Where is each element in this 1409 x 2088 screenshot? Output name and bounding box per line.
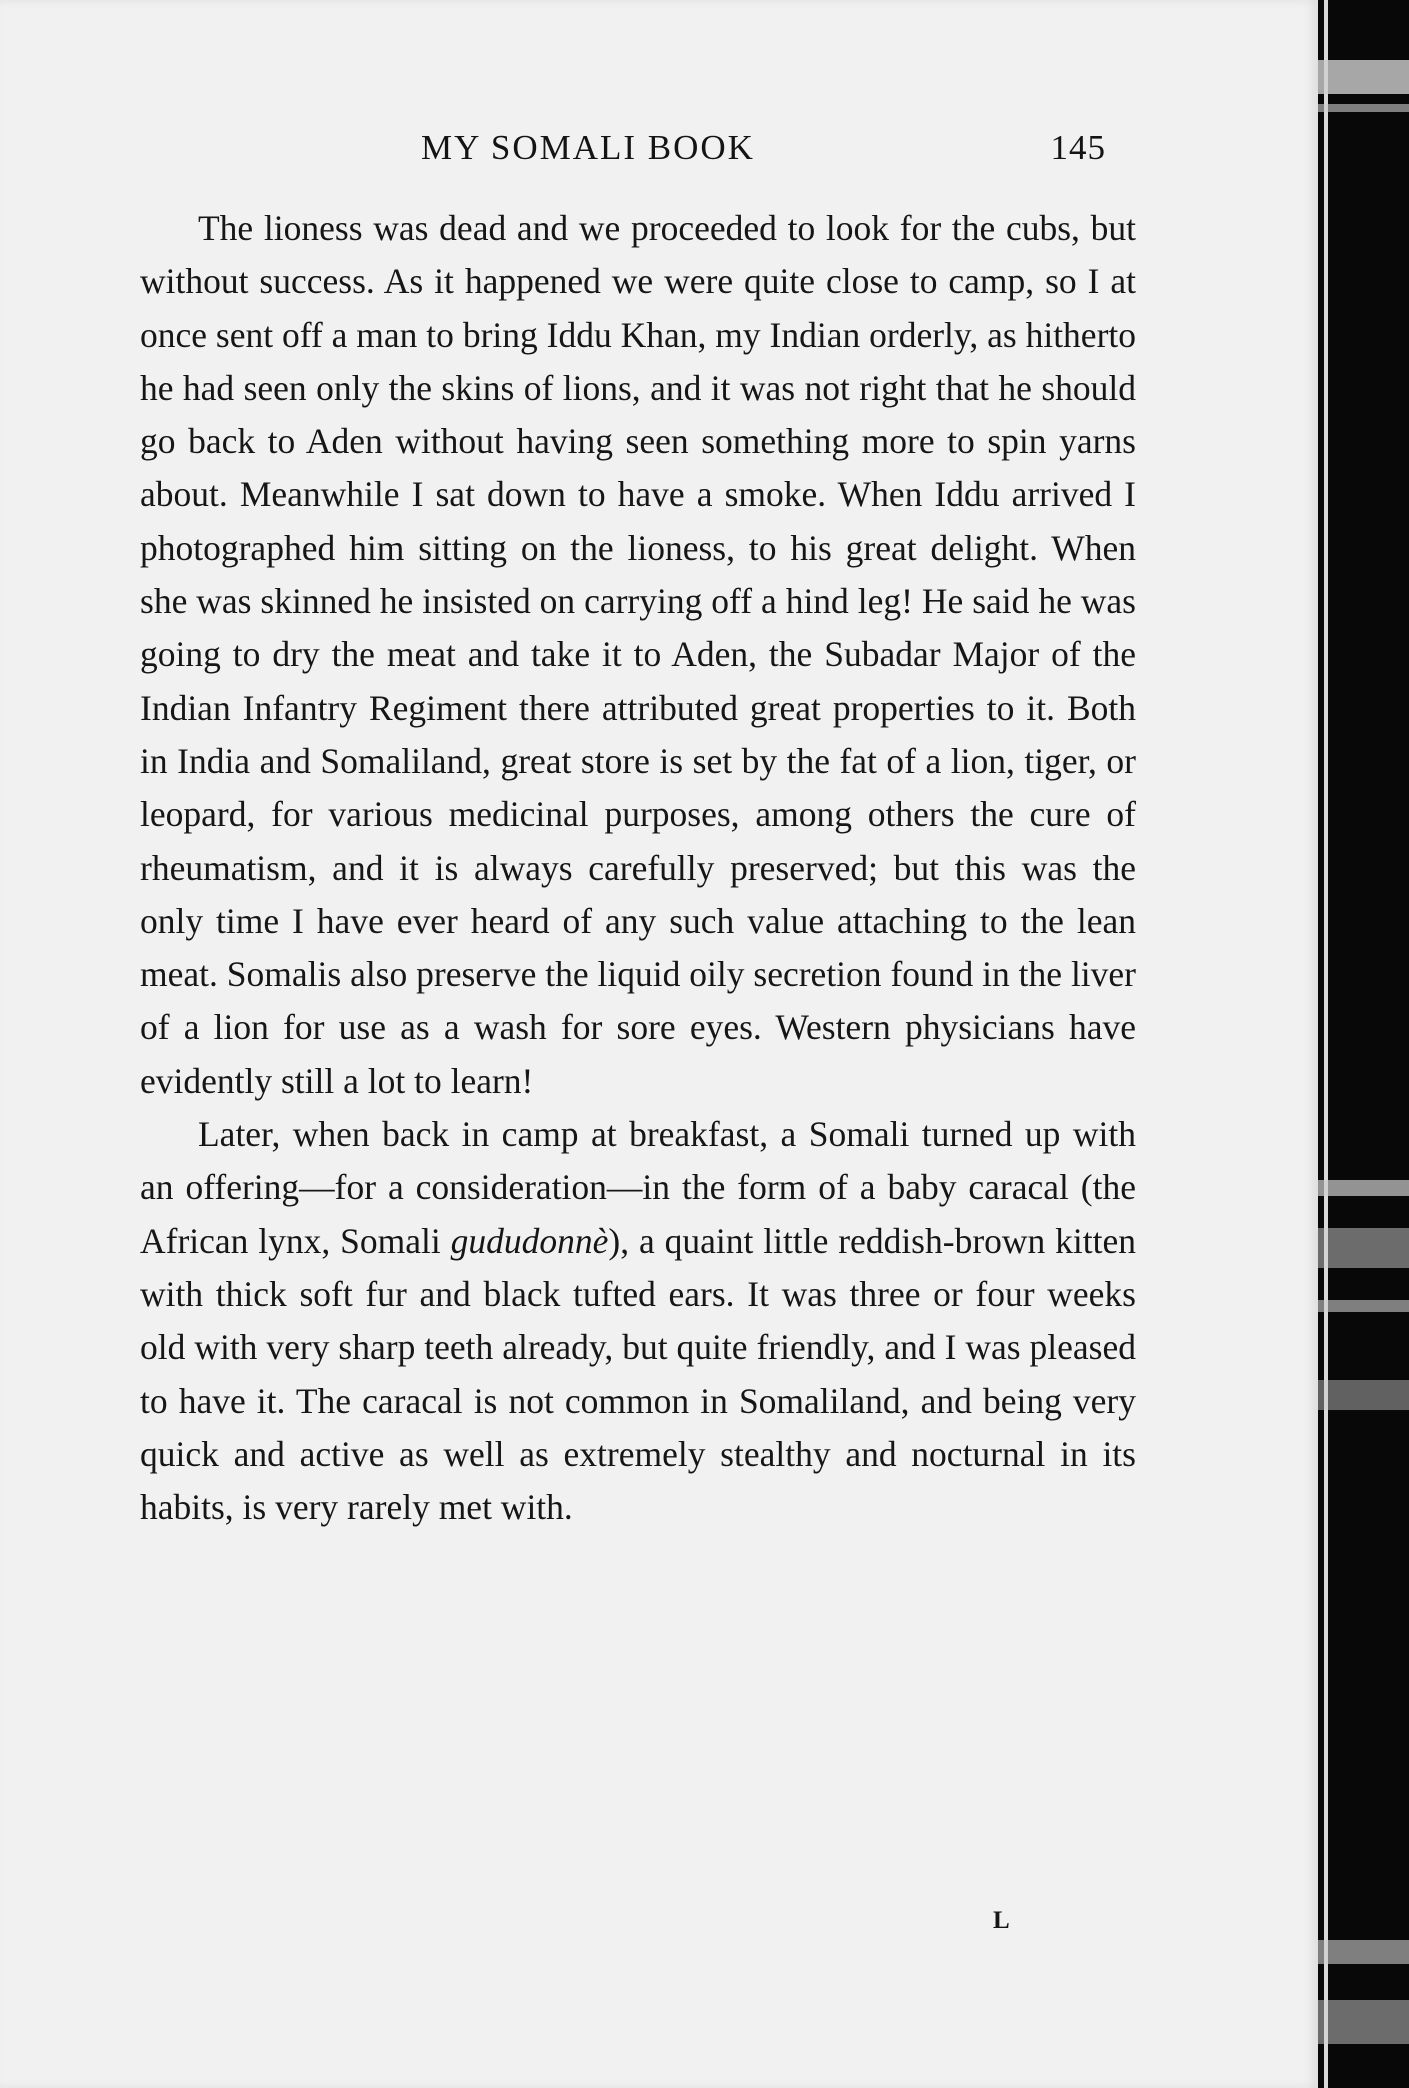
paragraph-2-text-before: Later, when back in camp at breakfast, a Somali turned up with an offering—for a consideration—in the form of a baby caracal (the African lynx, Somali <box>140 1114 1136 1261</box>
paragraph-2 <box>140 1108 1136 1534</box>
italic-word-gududonne: gududonnè <box>450 1220 609 1261</box>
paragraph-1 <box>140 202 1136 1108</box>
paragraph-1-text: The lioness was dead and we proceeded to look for the cubs, but without success. As it happened we were quite close to camp, so I at once sent off a man to bring Iddu Khan, my Indian orderly, as hitherto he had seen only the skins of lions, and it was not right that he should go back to Aden without having seen something more to spin yarns about. Meanwhile I sat down to have a smoke. When Iddu arrived I photographed him sitting on the lioness, to his great delight. When she was skinned he insisted on carrying off a hind leg! He said he was going to dry the meat and take it to Aden, the Subadar Major of the Indian Infantry Regiment there attributed great properties to it. Both in India and Somaliland, great store is set by the fat of a lion, tiger, or leopard, for various medicinal purposes, among others the cure of rheumatism, and it is always carefully preserved; but this was the only time I have ever heard of any such value attaching to the lean meat. Somalis also preserve the liquid oily secretion found in the liver of a lion for use as a wash for sore eyes. Western physicians have evidently still a lot to learn! <box>140 208 1136 1101</box>
page-number: 145 <box>1050 128 1106 167</box>
running-title: MY SOMALI BOOK <box>421 128 755 167</box>
paragraph-2-text-after: ), a quaint little reddish-brown kitten with thick soft fur and black tufted ears. It was three or four weeks old with very sharp teeth already, but quite friendly, and I was pleased to have it. The caracal is not common in Somaliland, and being very quick and active as well as extremely stealthy and nocturnal in its habits, is very rarely met with. <box>140 1220 1137 1528</box>
adjacent-page-edge <box>1318 0 1409 2088</box>
page-header <box>140 128 1106 182</box>
body-text <box>140 202 1136 1534</box>
signature-mark: L <box>993 1907 1011 1934</box>
